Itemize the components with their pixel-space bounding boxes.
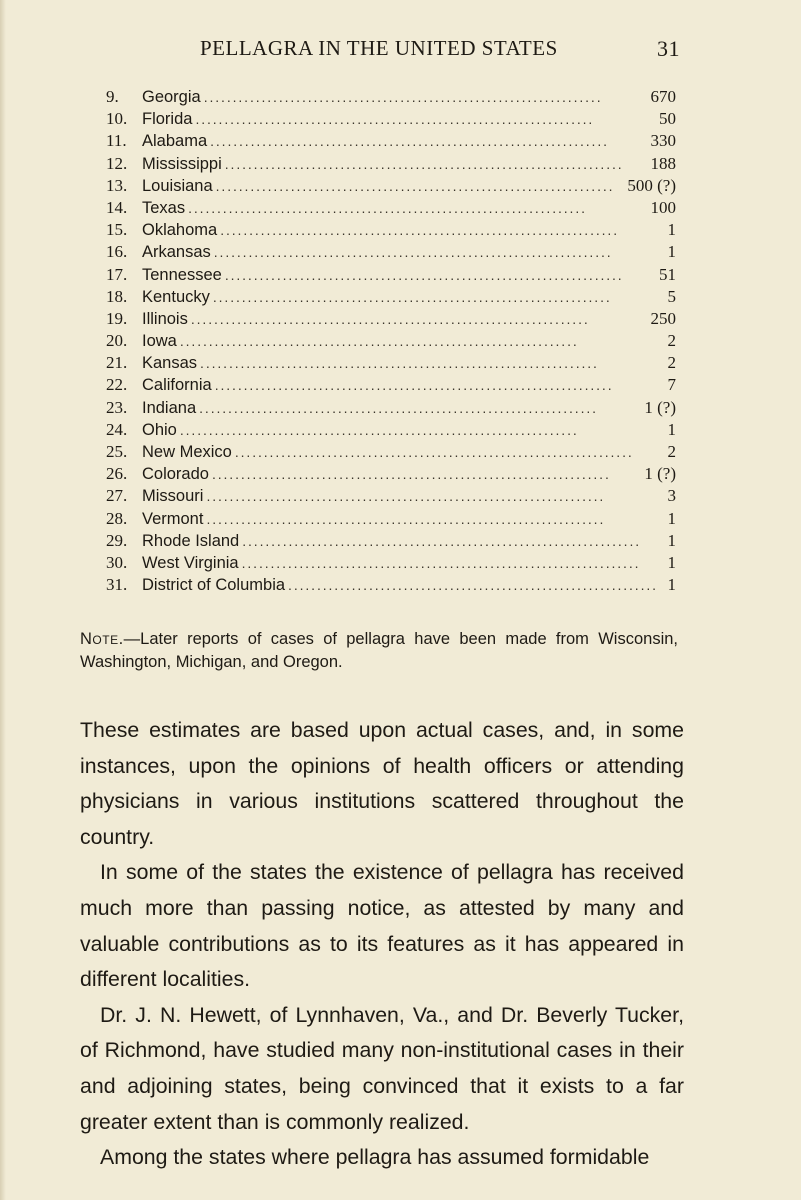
list-item [106, 419, 676, 441]
state-name: Rhode Island [142, 531, 240, 550]
case-count: 50 [659, 109, 676, 129]
row-number: 29. [106, 530, 128, 550]
state-name: Kansas [142, 354, 198, 373]
row-number: 21. [106, 353, 128, 373]
list-item [106, 397, 676, 419]
case-count: 1 [667, 220, 676, 240]
dot-leader [204, 86, 648, 108]
state-name: New Mexico [142, 443, 232, 461]
dot-leader [213, 286, 659, 308]
dot-leader [188, 197, 647, 219]
row-number: 13. [106, 175, 128, 195]
state-name: California [142, 376, 212, 395]
case-count: 1 [667, 419, 676, 439]
case-count: 51 [659, 264, 676, 284]
row-number: 9. [106, 87, 119, 106]
dot-leader [242, 530, 659, 552]
case-count: 2 [667, 331, 676, 351]
list-item [106, 574, 676, 596]
dot-leader [214, 241, 659, 263]
list-item [106, 86, 676, 108]
case-count: 1 [667, 530, 676, 550]
list-item [106, 197, 676, 219]
list-item [106, 485, 676, 507]
row-number: 31. [106, 575, 128, 595]
case-count: 7 [667, 375, 676, 395]
body-text [80, 713, 684, 1176]
page-edge-shadow [0, 0, 6, 1200]
row-number: 22. [106, 375, 128, 395]
row-number: 27. [106, 486, 128, 506]
row-number: 18. [106, 286, 128, 306]
case-count: 5 [667, 286, 676, 306]
dot-leader [242, 552, 659, 574]
state-name: Texas [142, 198, 186, 217]
list-item [106, 552, 676, 574]
state-name: Georgia [142, 88, 201, 106]
case-count: 1 (?) [644, 397, 676, 417]
dot-leader [235, 441, 659, 463]
dot-leader [210, 130, 647, 152]
case-count: 1 [667, 552, 676, 572]
list-item [106, 441, 676, 463]
dot-leader [215, 374, 659, 396]
row-number: 20. [106, 331, 128, 351]
running-title: PELLAGRA IN THE UNITED STATES [200, 36, 558, 60]
row-number: 15. [106, 220, 128, 240]
row-number: 14. [106, 197, 128, 217]
list-item [106, 330, 676, 352]
case-count: 188 [650, 153, 676, 173]
row-number: 10. [106, 109, 128, 129]
row-number: 28. [106, 508, 128, 528]
running-head [200, 36, 680, 62]
case-count: 330 [650, 131, 676, 151]
dot-leader [225, 153, 648, 175]
case-count: 1 [667, 508, 676, 528]
list-item [106, 530, 676, 552]
note-label: Note. [80, 630, 124, 648]
list-item [106, 241, 676, 263]
list-item [106, 153, 676, 175]
dot-leader [288, 574, 659, 596]
paragraph: Among the states where pellagra has assumed formidable [100, 1145, 650, 1170]
case-count: 1 (?) [644, 464, 676, 484]
dot-leader [206, 485, 659, 507]
dot-leader [225, 264, 656, 286]
list-item [106, 175, 676, 197]
dot-leader [195, 108, 656, 130]
list-item [106, 108, 676, 130]
state-cases-list [106, 86, 676, 596]
row-number: 12. [106, 153, 128, 173]
case-count: 3 [667, 486, 676, 506]
paragraph: These estimates are based upon actual cases, and, in some instances, upon the opinions of health officers or attending physicians in various institutions scattered throughout the country. [80, 718, 684, 849]
row-number: 11. [106, 131, 127, 151]
case-count: 1 [667, 242, 676, 262]
row-number: 23. [106, 397, 128, 417]
row-number: 19. [106, 308, 128, 328]
list-item [106, 130, 676, 152]
list-item [106, 219, 676, 241]
list-item [106, 508, 676, 530]
paragraph: Dr. J. N. Hewett, of Lynnhaven, Va., and Dr. Beverly Tucker, of Richmond, have studied many non-institutional cases in their and adjoining states, being convinced that it exists to a far greater extent than is commonly realized. [80, 1002, 684, 1134]
state-name: Tennessee [142, 265, 222, 284]
state-name: Mississippi [142, 154, 222, 173]
state-name: Alabama [142, 132, 208, 151]
case-count: 100 [650, 197, 676, 217]
list-item [106, 352, 676, 374]
dot-leader [200, 352, 659, 374]
row-number: 16. [106, 242, 128, 262]
state-name: Arkansas [142, 243, 211, 262]
state-name: Louisiana [142, 176, 213, 195]
row-number: 30. [106, 552, 128, 572]
state-name: West Virginia [142, 553, 239, 572]
dot-leader [191, 308, 648, 330]
state-name: Kentucky [142, 287, 210, 306]
state-name: Indiana [142, 398, 197, 417]
state-name: Iowa [142, 332, 177, 351]
list-item [106, 374, 676, 396]
paragraph: In some of the states the existence of pellagra has received much more than passing notice, as attested by many and valuable contributions as to its features as it has appeared in different localities. [80, 860, 684, 992]
list-item [106, 286, 676, 308]
state-name: Florida [142, 110, 193, 129]
case-count: 250 [650, 308, 676, 328]
case-count: 500 (?) [627, 175, 676, 195]
page-number: 31 [657, 36, 680, 61]
note-text: —Later reports of cases of pellagra have been made from Wisconsin, Washington, Michigan, and Oregon. [80, 630, 678, 671]
dot-leader [199, 397, 641, 419]
state-name: Ohio [142, 420, 177, 439]
row-number: 25. [106, 442, 128, 461]
case-count: 2 [667, 442, 676, 461]
state-name: Missouri [142, 487, 204, 506]
row-number: 26. [106, 464, 128, 484]
state-name: Colorado [142, 465, 209, 484]
state-name: Vermont [142, 509, 204, 528]
dot-leader [206, 508, 659, 530]
state-name: District of Columbia [142, 576, 286, 595]
dot-leader [220, 219, 659, 241]
list-item [106, 308, 676, 330]
dot-leader [212, 463, 641, 485]
list-item [106, 264, 676, 286]
dot-leader [180, 419, 659, 441]
dot-leader [216, 175, 625, 197]
dot-leader [180, 330, 659, 352]
footnote [80, 628, 678, 674]
case-count: 1 [667, 575, 676, 595]
row-number: 24. [106, 419, 128, 439]
case-count: 670 [650, 87, 676, 106]
row-number: 17. [106, 264, 128, 284]
case-count: 2 [667, 353, 676, 373]
state-name: Illinois [142, 309, 188, 328]
state-name: Oklahoma [142, 221, 218, 240]
list-item [106, 463, 676, 485]
